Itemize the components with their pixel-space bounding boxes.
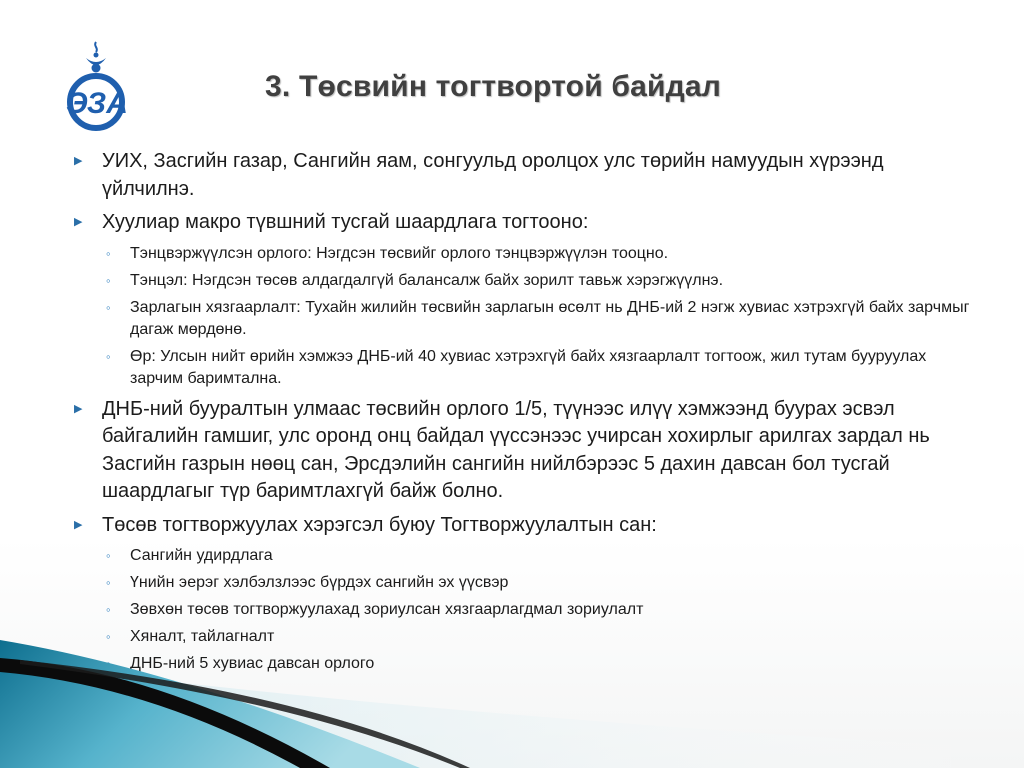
sub-bullet-item: [72, 346, 972, 390]
bullet-item: [72, 512, 972, 540]
sub-bullet-list: [72, 243, 972, 390]
sub-bullet-text: Тэнцвэржүүлсэн орлого: Нэгдсэн төсвийг орлого тэнцвэржүүлэн тооцно.: [130, 244, 669, 262]
sub-bullet-item: [72, 297, 972, 341]
sub-bullet-item: [72, 572, 972, 594]
circle-bullet-icon: ◦: [106, 629, 111, 644]
circle-bullet-icon: ◦: [106, 299, 111, 315]
circle-bullet-icon: ◦: [106, 245, 111, 261]
triangle-bullet-icon: ▶: [74, 155, 83, 167]
sub-bullet-text: Хяналт, тайлагналт: [130, 628, 275, 645]
sub-bullet-text: Тэнцэл: Нэгдсэн төсөв алдагдалгүй балансалж байх зорилт тавьж хэрэгжүүлнэ.: [130, 271, 724, 289]
triangle-bullet-icon: ▶: [74, 518, 83, 531]
bullet-item: [72, 148, 972, 203]
slide-title: 3. Төсвийн тогтвортой байдал: [265, 70, 722, 103]
sub-bullet-text: Өр: Улсын нийт өрийн хэмжээ ДНБ-ий 40 хувиас хэтрэхгүй байх хязгаарлалт тогтоож, жил тутам бууруулах зарчим баримтална.: [130, 347, 927, 387]
bullet-text: ДНБ-ний бууралтын улмаас төсвийн орлого 1/5, түүнээс илүү хэмжээнд буурах эсвэл байгалийн гамшиг, улс оронд онц байдал үүссэнээс учирсан хохирлыг арилгах зардал нь Засгийн газрын нөөц сан, Эрсдэлийн сангийн нийлбэрээс 5 дахин давсан бол тусгай шаардлагыг түр баримтлахгүй байж болно.: [102, 397, 930, 502]
circle-bullet-icon: ◦: [106, 575, 111, 590]
sub-bullet-text: Сангийн удирдлага: [130, 547, 273, 564]
sub-bullet-item: [72, 243, 972, 265]
circle-bullet-icon: ◦: [106, 548, 111, 563]
circle-bullet-icon: ◦: [106, 348, 111, 364]
bullet-text: УИХ, Засгийн газар, Сангийн яам, сонгуульд оролцох улс төрийн намуудын хүрээнд үйлчилнэ.: [102, 150, 884, 200]
triangle-bullet-icon: ▶: [74, 216, 83, 228]
sub-bullet-item: [72, 545, 972, 567]
bottom-wave-decoration: [0, 600, 1024, 768]
triangle-bullet-icon: ▶: [74, 402, 83, 415]
circle-bullet-icon: ◦: [106, 602, 111, 617]
logo-letters: ЭЗА: [66, 87, 128, 120]
sub-bullet-item: [72, 270, 972, 292]
circle-bullet-icon: ◦: [106, 272, 111, 288]
bullet-text: Хуулиар макро түвшний тусгай шаардлага тогтооно:: [102, 211, 589, 233]
bullet-item: [72, 396, 972, 506]
sub-bullet-text: Үнийн эерэг хэлбэлзлээс бүрдэх сангийн эх үүсвэр: [130, 574, 509, 591]
sub-bullet-text: ДНБ-ний 5 хувиас давсан орлого: [130, 655, 375, 672]
bullet-text: Төсөв тогтворжуулах хэрэгсэл буюу Тогтворжуулалтын сан:: [102, 513, 657, 536]
sub-bullet-text: Зарлагын хязгаарлалт: Тухайн жилийн төсвийн зарлагын өсөлт нь ДНБ-ий 2 нэгж хувиас хэтрэхгүй байх зарчмыг дагаж мөрдөнө.: [130, 298, 970, 338]
sub-bullet-text: Зөвхөн төсөв тогтворжуулахад зориулсан хязгаарлагдмал зориулалт: [130, 601, 644, 618]
esa-emblem-logo: [58, 40, 134, 132]
bullet-item: [72, 209, 972, 237]
